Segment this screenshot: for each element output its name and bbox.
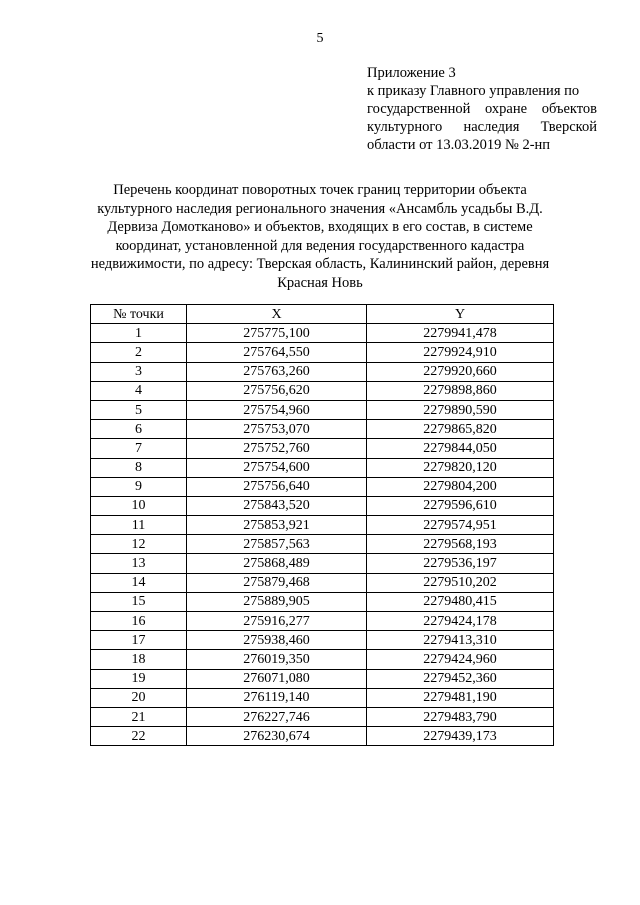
cell-x: 275889,905: [187, 592, 367, 611]
cell-x: 275879,468: [187, 573, 367, 592]
title-line: Дервиза Домотканово» и объектов, входящих в его состав, в системе: [107, 219, 533, 235]
header-x: X: [187, 305, 367, 324]
cell-y: 2279424,178: [367, 612, 554, 631]
table-row: [91, 400, 554, 419]
cell-x: 275756,640: [187, 477, 367, 496]
cell-point-number: 22: [91, 727, 187, 746]
title-line: культурного наследия регионального значения «Ансамбль усадьбы В.Д.: [97, 200, 543, 217]
cell-x: 275752,760: [187, 439, 367, 458]
cell-point-number: 19: [91, 669, 187, 688]
appendix-line: государственной охране объектов: [367, 101, 597, 117]
cell-point-number: 17: [91, 631, 187, 650]
cell-point-number: 21: [91, 707, 187, 726]
cell-point-number: 7: [91, 439, 187, 458]
cell-y: 2279804,200: [367, 477, 554, 496]
cell-point-number: 6: [91, 420, 187, 439]
cell-point-number: 10: [91, 496, 187, 515]
cell-y: 2279920,660: [367, 362, 554, 381]
title-line: недвижимости, по адресу: Тверская область, Калининский район, деревня: [90, 256, 550, 272]
cell-x: 275754,960: [187, 400, 367, 419]
document-title: [70, 181, 570, 292]
cell-x: 276071,080: [187, 669, 367, 688]
cell-y: 2279439,173: [367, 727, 554, 746]
table-row: [91, 458, 554, 477]
cell-y: 2279413,310: [367, 631, 554, 650]
table-row: [91, 688, 554, 707]
cell-point-number: 3: [91, 362, 187, 381]
cell-point-number: 16: [91, 612, 187, 631]
table-row: [91, 573, 554, 592]
header-y: Y: [367, 305, 554, 324]
cell-x: 275868,489: [187, 554, 367, 573]
table-row: [91, 496, 554, 515]
cell-y: 2279941,478: [367, 324, 554, 343]
table-row: [91, 554, 554, 573]
cell-point-number: 5: [91, 400, 187, 419]
table-header-row: [91, 305, 554, 324]
table-row: [91, 535, 554, 554]
cell-y: 2279898,860: [367, 381, 554, 400]
cell-x: 275843,520: [187, 496, 367, 515]
table-row: [91, 381, 554, 400]
cell-point-number: 1: [91, 324, 187, 343]
appendix-line: Приложение 3: [367, 65, 456, 81]
cell-y: 2279480,415: [367, 592, 554, 611]
cell-y: 2279844,050: [367, 439, 554, 458]
cell-x: 276227,746: [187, 707, 367, 726]
cell-point-number: 4: [91, 381, 187, 400]
table-row: [91, 420, 554, 439]
cell-y: 2279481,190: [367, 688, 554, 707]
cell-point-number: 14: [91, 573, 187, 592]
coordinates-table: [90, 304, 554, 746]
cell-point-number: 15: [91, 592, 187, 611]
table-row: [91, 516, 554, 535]
cell-y: 2279424,960: [367, 650, 554, 669]
appendix-line: к приказу Главного управления по: [367, 83, 580, 99]
cell-y: 2279865,820: [367, 420, 554, 439]
table-row: [91, 631, 554, 650]
title-line: координат, установленной для ведения государственного кадастра: [115, 237, 525, 254]
cell-point-number: 2: [91, 343, 187, 362]
cell-x: 276019,350: [187, 650, 367, 669]
cell-x: 275763,260: [187, 362, 367, 381]
cell-point-number: 18: [91, 650, 187, 669]
table-row: [91, 439, 554, 458]
cell-x: 276230,674: [187, 727, 367, 746]
cell-y: 2279820,120: [367, 458, 554, 477]
cell-point-number: 11: [91, 516, 187, 535]
table-row: [91, 707, 554, 726]
table-row: [91, 669, 554, 688]
cell-x: 275756,620: [187, 381, 367, 400]
cell-y: 2279596,610: [367, 496, 554, 515]
table-row: [91, 650, 554, 669]
table-row: [91, 343, 554, 362]
page-number: 5: [316, 31, 324, 46]
cell-point-number: 9: [91, 477, 187, 496]
table-row: [91, 477, 554, 496]
cell-x: 275853,921: [187, 516, 367, 535]
table-row: [91, 727, 554, 746]
cell-y: 2279568,193: [367, 535, 554, 554]
table-row: [91, 362, 554, 381]
cell-y: 2279510,202: [367, 573, 554, 592]
cell-x: 275754,600: [187, 458, 367, 477]
cell-point-number: 8: [91, 458, 187, 477]
cell-x: 275916,277: [187, 612, 367, 631]
appendix-line: области от 13.03.2019 № 2-нп: [367, 137, 551, 153]
cell-point-number: 12: [91, 535, 187, 554]
cell-y: 2279452,360: [367, 669, 554, 688]
title-line: Перечень координат поворотных точек границ территории объекта: [113, 182, 527, 198]
table-row: [91, 592, 554, 611]
cell-y: 2279890,590: [367, 400, 554, 419]
cell-x: 275938,460: [187, 631, 367, 650]
table-row: [91, 324, 554, 343]
cell-point-number: 13: [91, 554, 187, 573]
cell-x: 276119,140: [187, 688, 367, 707]
cell-x: 275753,070: [187, 420, 367, 439]
table-body: [91, 324, 554, 746]
appendix-line: культурного наследия Тверской: [367, 119, 597, 135]
appendix-reference: [367, 64, 597, 154]
cell-y: 2279924,910: [367, 343, 554, 362]
header-point-number: № точки: [91, 305, 187, 324]
table-row: [91, 612, 554, 631]
cell-y: 2279536,197: [367, 554, 554, 573]
cell-x: 275764,550: [187, 343, 367, 362]
cell-x: 275857,563: [187, 535, 367, 554]
cell-y: 2279483,790: [367, 707, 554, 726]
cell-y: 2279574,951: [367, 516, 554, 535]
cell-x: 275775,100: [187, 324, 367, 343]
title-line: Красная Новь: [277, 274, 363, 291]
cell-point-number: 20: [91, 688, 187, 707]
